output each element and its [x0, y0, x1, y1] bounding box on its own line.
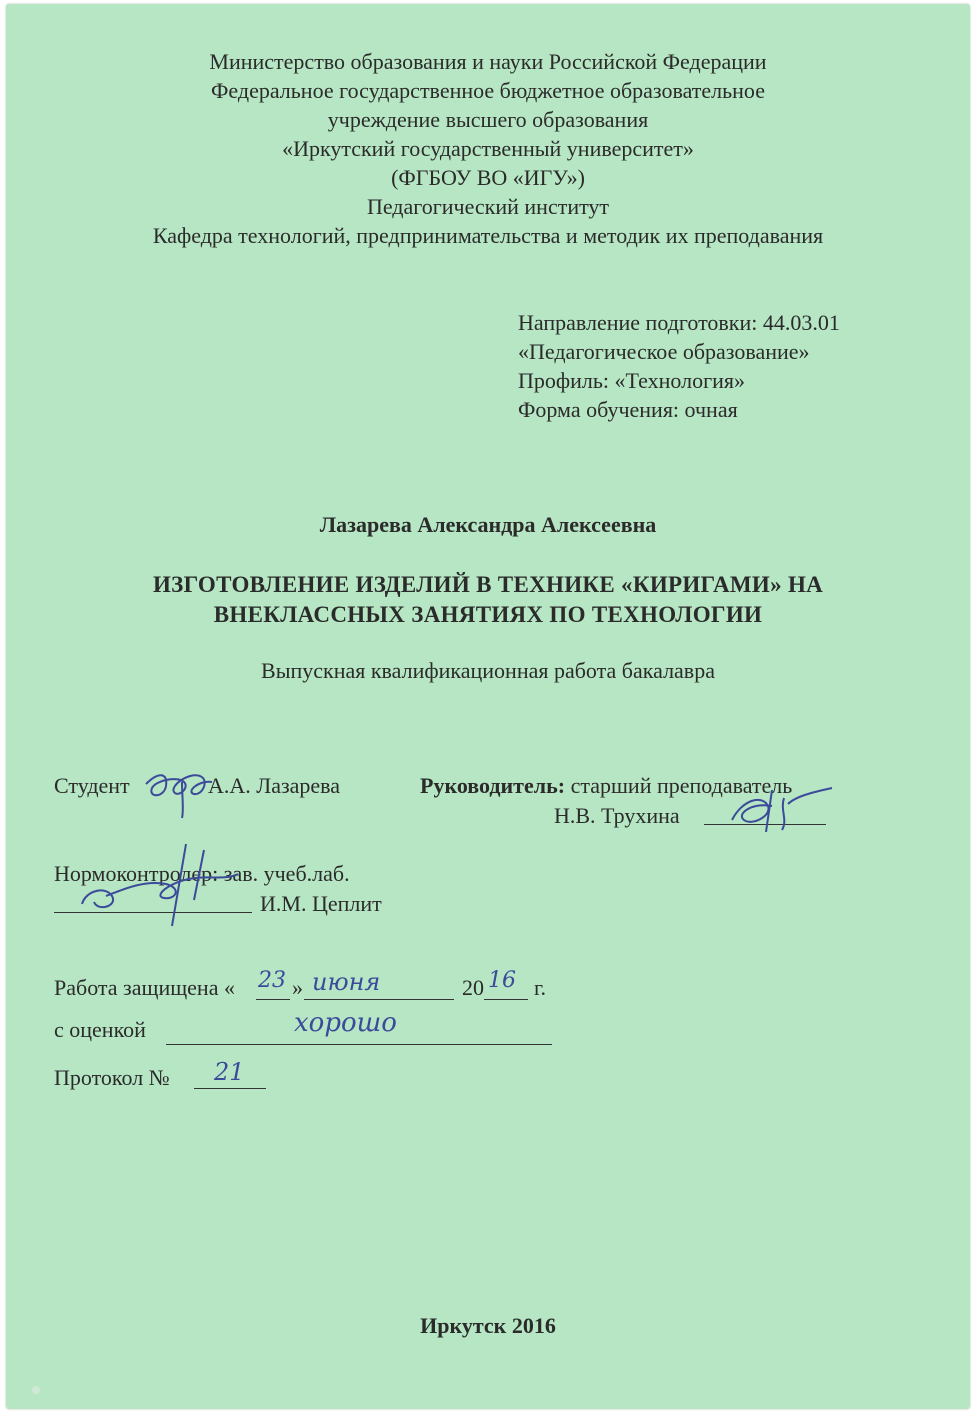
year-underline: [484, 999, 528, 1000]
protocol-label: Протокол №: [54, 1065, 170, 1090]
scan-speck: [32, 1386, 40, 1394]
program-profile: Профиль: «Технология»: [518, 368, 745, 393]
university-name-line: «Иркутский государственный университет»: [282, 136, 694, 161]
university-abbr-line: (ФГБОУ ВО «ИГУ»): [391, 165, 585, 190]
program-direction: Направление подготовки: 44.03.01: [518, 310, 840, 335]
month-underline: [304, 999, 454, 1000]
supervisor-role: старший преподаватель: [570, 773, 793, 798]
student-label: Студент: [54, 773, 130, 798]
thesis-title-line2: ВНЕКЛАССНЫХ ЗАНЯТИЯХ ПО ТЕХНОЛОГИИ: [213, 602, 763, 627]
grade-underline: [166, 1044, 552, 1045]
supervisor-name: Н.В. Трухина: [554, 803, 680, 828]
ministry-line: Министерство образования и науки Российской Федерации: [209, 49, 767, 74]
supervisor-label: Руководитель:: [420, 773, 566, 798]
thesis-title-line1: ИЗГОТОВЛЕНИЕ ИЗДЕЛИЙ В ТЕХНИКЕ «КИРИГАМИ» НА: [152, 572, 824, 597]
institution-level-line: учреждение высшего образования: [327, 107, 649, 132]
defense-prefix: Работа защищена «: [54, 975, 235, 1000]
normcontrol-label: Нормоконтролер: зав. учеб.лаб.: [54, 861, 350, 886]
program-direction-name: «Педагогическое образование»: [518, 339, 810, 364]
defense-month: июня: [312, 968, 381, 996]
student-name: А.А. Лазарева: [208, 773, 341, 798]
author-name: Лазарева Александра Алексеевна: [319, 512, 657, 537]
program-form: Форма обучения: очная: [518, 397, 738, 422]
normcontrol-signature: [76, 840, 246, 930]
normcontrol-name: И.М. Цеплит: [260, 891, 382, 916]
city-year: Иркутск 2016: [420, 1313, 556, 1338]
defense-year-hand: 16: [488, 968, 516, 993]
student-signature: [138, 752, 218, 822]
defense-year-prefix: 20: [462, 975, 484, 1000]
supervisor-signature: [722, 780, 842, 840]
grade-label: с оценкой: [54, 1017, 146, 1042]
institution-type-line: Федеральное государственное бюджетное образовательное: [211, 78, 765, 103]
work-type: Выпускная квалификационная работа бакалавра: [261, 658, 715, 683]
department-line: Кафедра технологий, предпринимательства и методик их преподавания: [152, 223, 824, 248]
protocol-value: 21: [214, 1058, 245, 1086]
defense-day: 23: [258, 968, 286, 993]
defense-mid: »: [292, 975, 303, 1000]
title-page: [6, 4, 970, 1409]
grade-value: хорошо: [294, 1008, 397, 1038]
day-underline: [256, 999, 290, 1000]
defense-suffix: г.: [534, 975, 547, 1000]
protocol-underline: [194, 1088, 266, 1089]
institute-line: Педагогический институт: [366, 194, 610, 219]
